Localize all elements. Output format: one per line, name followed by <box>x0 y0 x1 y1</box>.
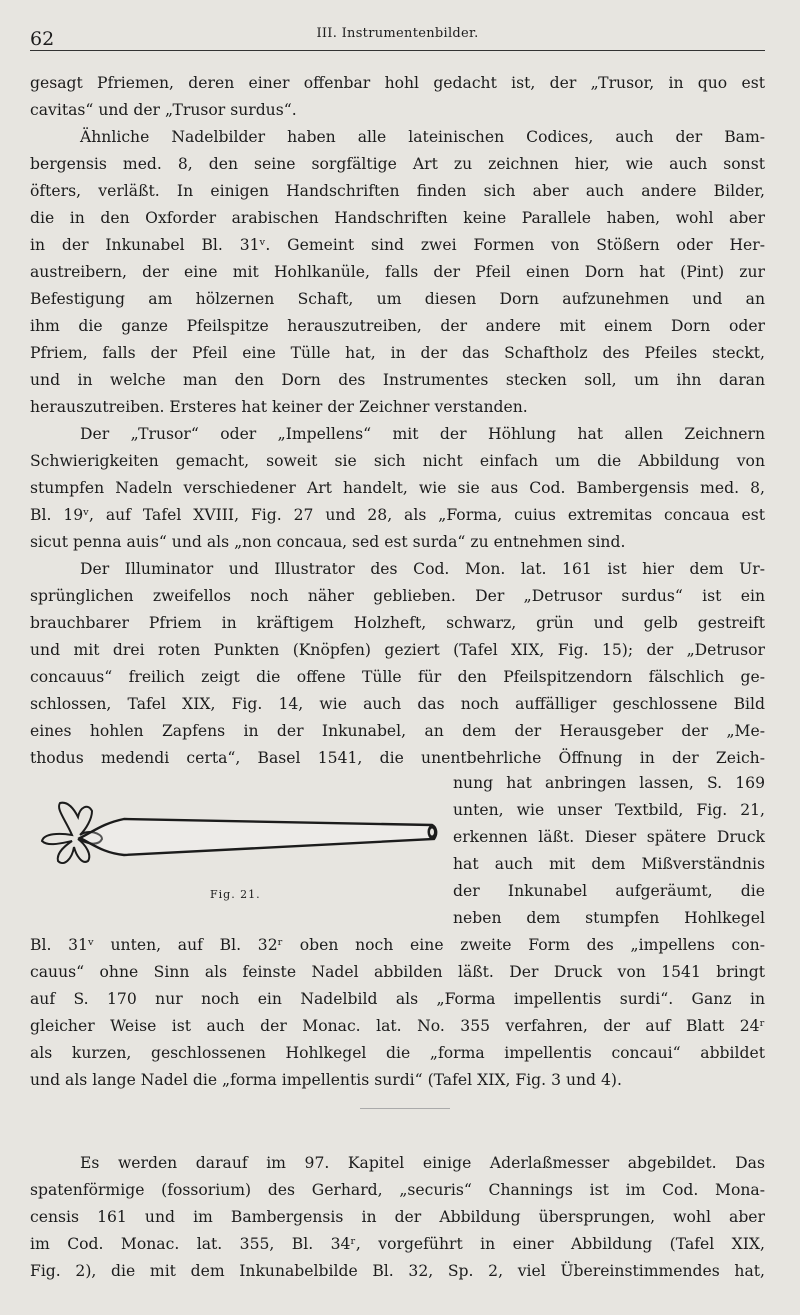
text-line: sprünglichen zweifellos noch näher geblieben. Der „Detrusor surdus“ ist ein <box>30 587 765 605</box>
text-line: concauus“ freilich zeigt die offene Tülle für den Pfeilspitzendorn fälschlich ge- <box>30 668 765 686</box>
text-line: hat auch mit dem Mißverständnis <box>453 855 765 873</box>
text-line: bergensis med. 8, den seine sorgfältige Art zu zeichnen hier, wie auch sonst <box>30 155 765 173</box>
hollow-cone-impellens-illustration <box>32 795 442 885</box>
text-line: Der Illuminator und Illustrator des Cod. Mon. lat. 161 ist hier dem Ur- <box>80 560 765 578</box>
text-line: und in welche man den Dorn des Instrumentes stecken soll, um ihn daran <box>30 371 765 389</box>
page-header <box>30 22 765 56</box>
text-line: der Inkunabel aufgeräumt, die <box>453 882 765 900</box>
text-line: auf S. 170 nur noch ein Nadelbild als „Forma impellentis surdi“. Ganz in <box>30 990 765 1008</box>
text-line: und mit drei roten Punkten (Knöpfen) geziert (Tafel XIX, Fig. 15); der „Detrusor <box>30 641 765 659</box>
text-line: austreibern, der eine mit Hohlkanüle, falls der Pfeil einen Dorn hat (Pint) zur <box>30 263 765 281</box>
text-line: Bl. 31ᵛ unten, auf Bl. 32ʳ oben noch eine zweite Form des „impellens con- <box>30 936 765 954</box>
text-line: stumpfen Nadeln verschiedener Art handelt, wie sie aus Cod. Bambergensis med. 8, <box>30 479 765 497</box>
text-block-middle <box>30 932 765 1094</box>
running-title: III. Instrumentenbilder. <box>316 26 479 41</box>
text-line: Es werden darauf im 97. Kapitel einige Aderlaßmesser abgebildet. Das <box>80 1154 765 1172</box>
text-line: unten, wie unser Textbild, Fig. 21, <box>453 801 765 819</box>
text-line: cavitas“ und der „Trusor surdus“. <box>30 101 297 119</box>
text-line: erkennen läßt. Dieser spätere Druck <box>453 828 765 846</box>
text-line: in der Inkunabel Bl. 31ᵛ. Gemeint sind zwei Formen von Stößern oder Her- <box>30 236 765 254</box>
text-block-wrapped <box>453 770 765 932</box>
text-line: censis 161 und im Bambergensis in der Abbildung übersprungen, wohl aber <box>30 1208 765 1226</box>
text-line: brauchbarer Pfriem in kräftigem Holzheft, schwarz, grün und gelb gestreift <box>30 614 765 632</box>
text-line: Bl. 19ᵛ, auf Tafel XVIII, Fig. 27 und 28, als „Forma, cuius extremitas concaua est <box>30 506 765 524</box>
text-block-upper <box>30 70 765 772</box>
text-line: spatenförmige (fossorium) des Gerhard, „securis“ Channings ist im Cod. Mona- <box>30 1181 765 1199</box>
text-line: gesagt Pfriemen, deren einer offenbar hohl gedacht ist, der „Trusor, in quo est <box>30 74 765 92</box>
text-line: schlossen, Tafel XIX, Fig. 14, wie auch das noch auffälliger geschlossene Bild <box>30 695 765 713</box>
text-line: öfters, verläßt. In einigen Handschriften finden sich aber auch andere Bilder, <box>30 182 765 200</box>
text-line: Pfriem, falls der Pfeil eine Tülle hat, in der das Schaftholz des Pfeiles steckt, <box>30 344 765 362</box>
text-line: als kurzen, geschlossenen Hohlkegel die „forma impellentis concaui“ abbildet <box>30 1044 765 1062</box>
text-block-lower <box>30 1150 765 1285</box>
text-line: ihm die ganze Pfeilspitze herauszutreiben, der andere mit einem Dorn oder <box>30 317 765 335</box>
figure-caption: Fig. 21. <box>210 888 261 901</box>
text-line: die in den Oxforder arabischen Handschriften keine Parallele haben, wohl aber <box>30 209 765 227</box>
header-rule <box>30 50 765 51</box>
page-number: 62 <box>30 28 55 50</box>
text-line: Befestigung am hölzernen Schaft, um diesen Dorn aufzunehmen und an <box>30 290 765 308</box>
section-separator <box>360 1108 450 1109</box>
text-line: Ähnliche Nadelbilder haben alle lateinischen Codices, auch der Bam- <box>80 128 765 146</box>
text-line: Der „Trusor“ oder „Impellens“ mit der Höhlung hat allen Zeichnern <box>80 425 765 443</box>
text-line: Fig. 2), die mit dem Inkunabelbilde Bl. 32, Sp. 2, viel Übereinstimmendes hat, <box>30 1262 765 1280</box>
text-line: Schwierigkeiten gemacht, soweit sie sich nicht einfach um die Abbildung von <box>30 452 765 470</box>
figure-21 <box>32 795 442 905</box>
text-line: sicut penna auis“ und als „non concaua, sed est surda“ zu entnehmen sind. <box>30 533 626 551</box>
text-line: gleicher Weise ist auch der Monac. lat. No. 355 verfahren, der auf Blatt 24ʳ <box>30 1017 765 1035</box>
text-line: nung hat anbringen lassen, S. 169 <box>453 774 765 792</box>
text-line: und als lange Nadel die „forma impellentis surdi“ (Tafel XIX, Fig. 3 und 4). <box>30 1071 622 1089</box>
text-line: im Cod. Monac. lat. 355, Bl. 34ʳ, vorgeführt in einer Abbildung (Tafel XIX, <box>30 1235 765 1253</box>
text-line: neben dem stumpfen Hohlkegel <box>453 909 765 927</box>
text-line: herauszutreiben. Ersteres hat keiner der Zeichner verstanden. <box>30 398 528 416</box>
text-line: thodus medendi certa“, Basel 1541, die unentbehrliche Öffnung in der Zeich- <box>30 749 765 767</box>
text-line: cauus“ ohne Sinn als feinste Nadel abbilden läßt. Der Druck von 1541 bringt <box>30 963 765 981</box>
text-line: eines hohlen Zapfens in der Inkunabel, an dem der Herausgeber der „Me- <box>30 722 765 740</box>
